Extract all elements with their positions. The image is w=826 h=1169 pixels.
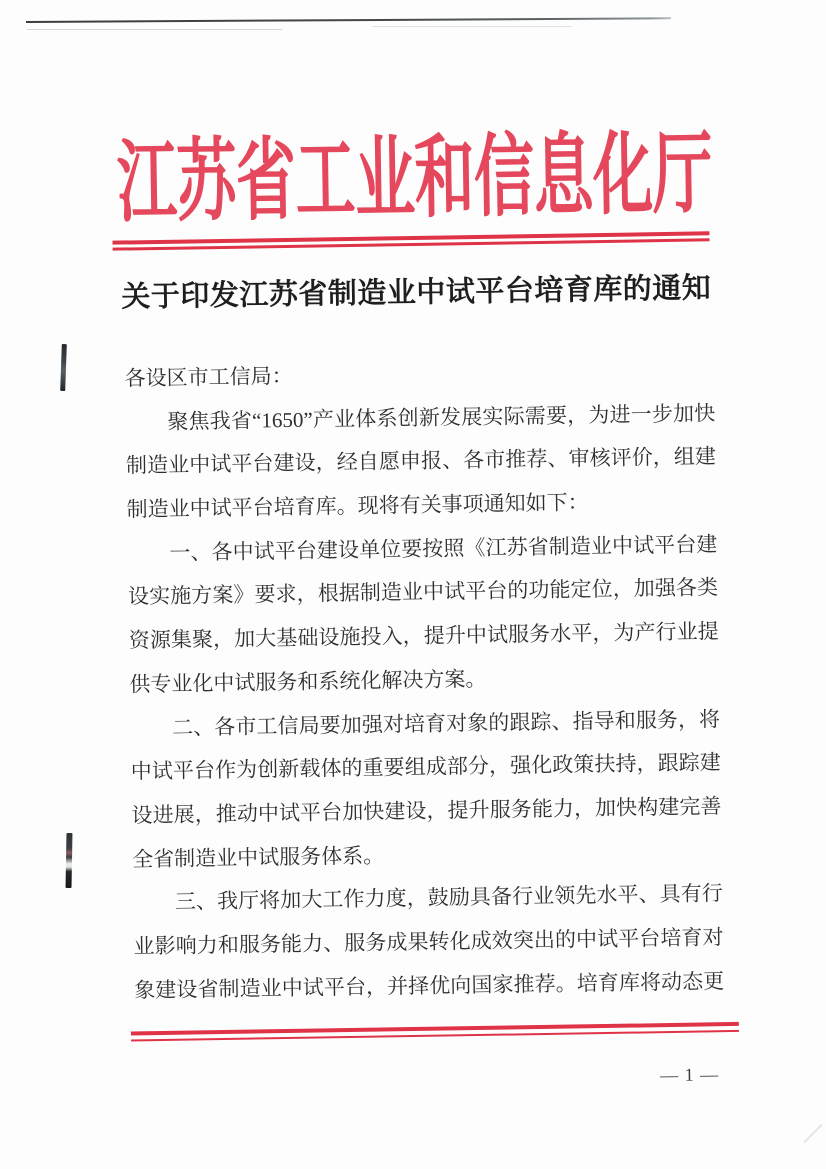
body-line: 制造业中试平台培育库。现将有关事项通知如下： xyxy=(126,490,589,522)
document-title: 关于印发江苏省制造业中试平台培育库的通知 xyxy=(121,272,712,314)
document-body xyxy=(124,348,724,1012)
body-line: 全省制造业中试服务体系。 xyxy=(132,843,385,872)
header-divider xyxy=(112,231,709,250)
body-line: 象建设省制造业中试平台，并择优向国家推荐。培育库将动态更 xyxy=(134,968,725,1003)
body-line: 设实施方案》要求，根据制造业中试平台的功能定位，加强各类 xyxy=(127,575,719,609)
body-line: 供专业化中试服务和系统化解决方案。 xyxy=(129,666,487,697)
salutation-line: 各设区市工信局： xyxy=(124,363,293,391)
body-line: 业影响力和服务能力、服务成果转化成效突出的中试平台培育对 xyxy=(133,925,724,959)
body-line: 资源集聚，加大基础设施投入，提升中试服务水平，为产行业提 xyxy=(128,619,719,653)
footer-divider xyxy=(131,1022,739,1042)
body-line: 制造业中试平台建设，经自愿申报、各市推荐、审核评价，组建 xyxy=(125,444,717,478)
body-line: 三、我厅将加大工作力度，鼓励具备行业领先水平、具有行 xyxy=(174,881,723,915)
body-line: 设进展，推动中试平台加快建设，提升服务能力，加快构建完善 xyxy=(131,794,722,828)
agency-header: 江苏省工业和信息化厅 xyxy=(116,124,713,234)
body-line: 聚焦我省“1650”产业体系创新发展实际需要，为进一步加快 xyxy=(167,400,716,434)
page-number: — 1 — xyxy=(659,1064,720,1086)
body-line: 中试平台作为创新载体的重要组成部分，强化政策扶持，跟踪建 xyxy=(130,750,721,784)
body-line: 二、各市工信局要加强对培育对象的跟踪、指导和服务，将 xyxy=(171,706,721,740)
body-line: 一、各中试平台建设单位要按照《江苏省制造业中试平台建 xyxy=(169,531,718,565)
